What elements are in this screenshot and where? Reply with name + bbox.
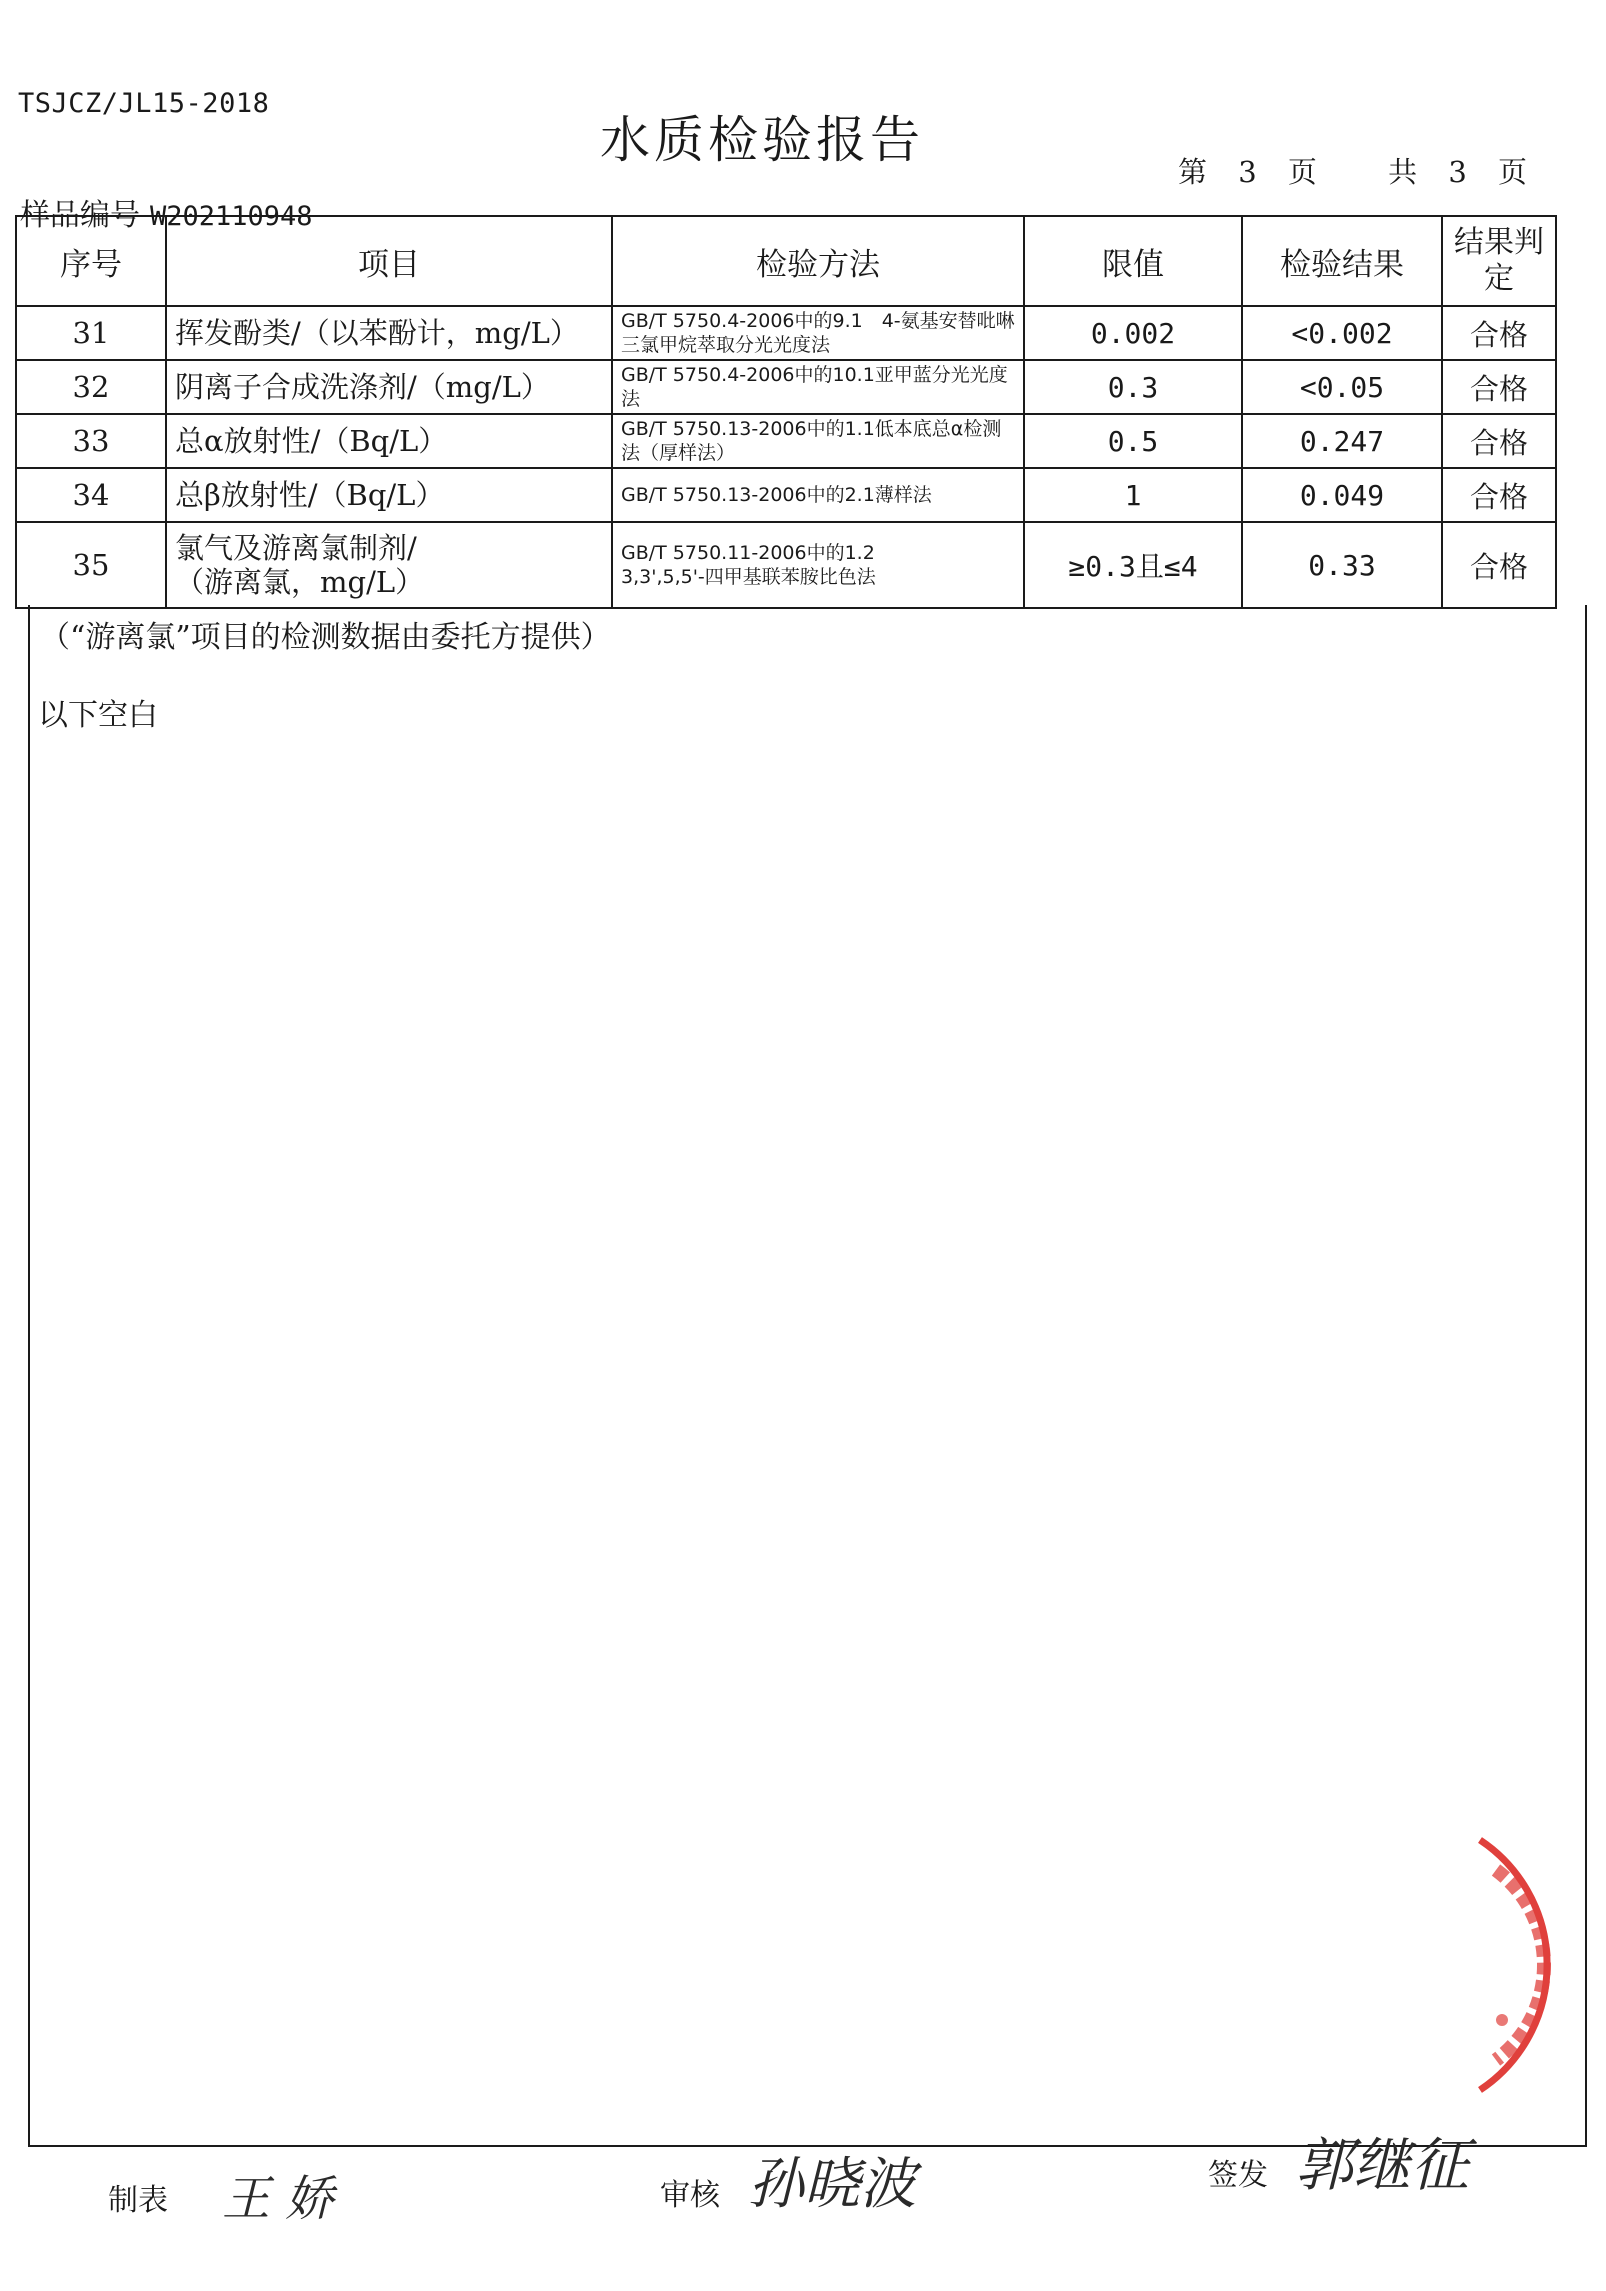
table-row: [16, 306, 1556, 360]
maker-signature: 王 娇: [222, 2171, 334, 2227]
row-method-line2: 3,3',5,5'-四甲基联苯胺比色法: [621, 566, 876, 588]
col-header-result: 检验结果: [1242, 216, 1442, 306]
row-limit: ≥0.3且≤4: [1024, 522, 1242, 608]
col-header-method: 检验方法: [612, 216, 1024, 306]
row-limit: 0.002: [1024, 306, 1242, 360]
maker-label: 制表: [108, 2183, 168, 2218]
page-number: 3: [1238, 155, 1257, 189]
issuer-label: 签发: [1208, 2158, 1268, 2193]
col-header-judgement: 结果判定: [1442, 216, 1556, 306]
remark-note: （“游离氯”项目的检测数据由委托方提供）: [40, 620, 611, 655]
issuer-signature: 郭继征: [1295, 2131, 1470, 2199]
row-item: 总β放射性/（Bq/L）: [166, 468, 612, 522]
row-judgement: 合格: [1442, 468, 1556, 522]
row-method: GB/T 5750.13-2006中的1.1低本底总α检测法（厚样法）: [612, 414, 1024, 468]
total-suffix: 页: [1498, 155, 1528, 189]
row-item-line1: 氯气及游离氯制剂/: [175, 531, 417, 565]
reviewer-label: 审核: [660, 2178, 720, 2213]
row-result: 0.33: [1242, 522, 1442, 608]
col-header-limit: 限值: [1024, 216, 1242, 306]
row-judgement: 合格: [1442, 414, 1556, 468]
seal-mark: [1496, 2014, 1508, 2026]
row-judgement: 合格: [1442, 306, 1556, 360]
report-title: 水质检验报告: [600, 111, 924, 169]
row-method: GB/T 5750.4-2006中的10.1亚甲蓝分光光度法: [612, 360, 1024, 414]
page-suffix: 页: [1287, 155, 1317, 189]
official-seal: [1440, 1820, 1606, 2110]
row-judgement: 合格: [1442, 360, 1556, 414]
row-method: GB/T 5750.4-2006中的9.1 4-氨基安替吡啉三氯甲烷萃取分光光度法: [612, 306, 1024, 360]
row-limit: 0.5: [1024, 414, 1242, 468]
page-indicator: [1178, 150, 1527, 191]
reviewer-signature: 孙晓波: [748, 2152, 916, 2217]
table-header-row: [16, 216, 1556, 306]
row-no: 34: [16, 468, 166, 522]
document-code: TSJCZ/JL15-2018: [18, 88, 270, 119]
row-result: 0.049: [1242, 468, 1442, 522]
row-method-line1: GB/T 5750.11-2006中的1.2: [621, 542, 875, 564]
row-limit: 1: [1024, 468, 1242, 522]
row-item: 总α放射性/（Bq/L）: [166, 414, 612, 468]
row-result: <0.05: [1242, 360, 1442, 414]
row-judgement: 合格: [1442, 522, 1556, 608]
table-row: [16, 522, 1556, 608]
seal-text-band: [1496, 1870, 1544, 2060]
blank-below-note: 以下空白: [38, 698, 158, 733]
row-limit: 0.3: [1024, 360, 1242, 414]
row-no: 35: [16, 522, 166, 608]
col-header-no: 序号: [16, 216, 166, 306]
col-header-item: 项目: [166, 216, 612, 306]
row-item: 阴离子合成洗涤剂/（mg/L）: [166, 360, 612, 414]
remarks-frame: [28, 605, 1587, 2147]
row-result: 0.247: [1242, 414, 1442, 468]
row-result: <0.002: [1242, 306, 1442, 360]
table-row: [16, 414, 1556, 468]
sample-number-value: W202110948: [150, 201, 313, 232]
table-row: [16, 468, 1556, 522]
row-no: 31: [16, 306, 166, 360]
table-row: [16, 360, 1556, 414]
page-prefix: 第: [1178, 155, 1208, 189]
total-pages: 3: [1448, 155, 1467, 189]
total-prefix: 共: [1388, 155, 1418, 189]
sample-number-label: 样品编号: [20, 198, 140, 233]
report-table: [15, 215, 1557, 609]
row-no: 32: [16, 360, 166, 414]
row-method: [612, 522, 1024, 608]
row-item: [166, 522, 612, 608]
row-item: 挥发酚类/（以苯酚计，mg/L）: [166, 306, 612, 360]
row-no: 33: [16, 414, 166, 468]
row-method: GB/T 5750.13-2006中的2.1薄样法: [612, 468, 1024, 522]
row-item-line2: （游离氯，mg/L）: [175, 565, 425, 599]
